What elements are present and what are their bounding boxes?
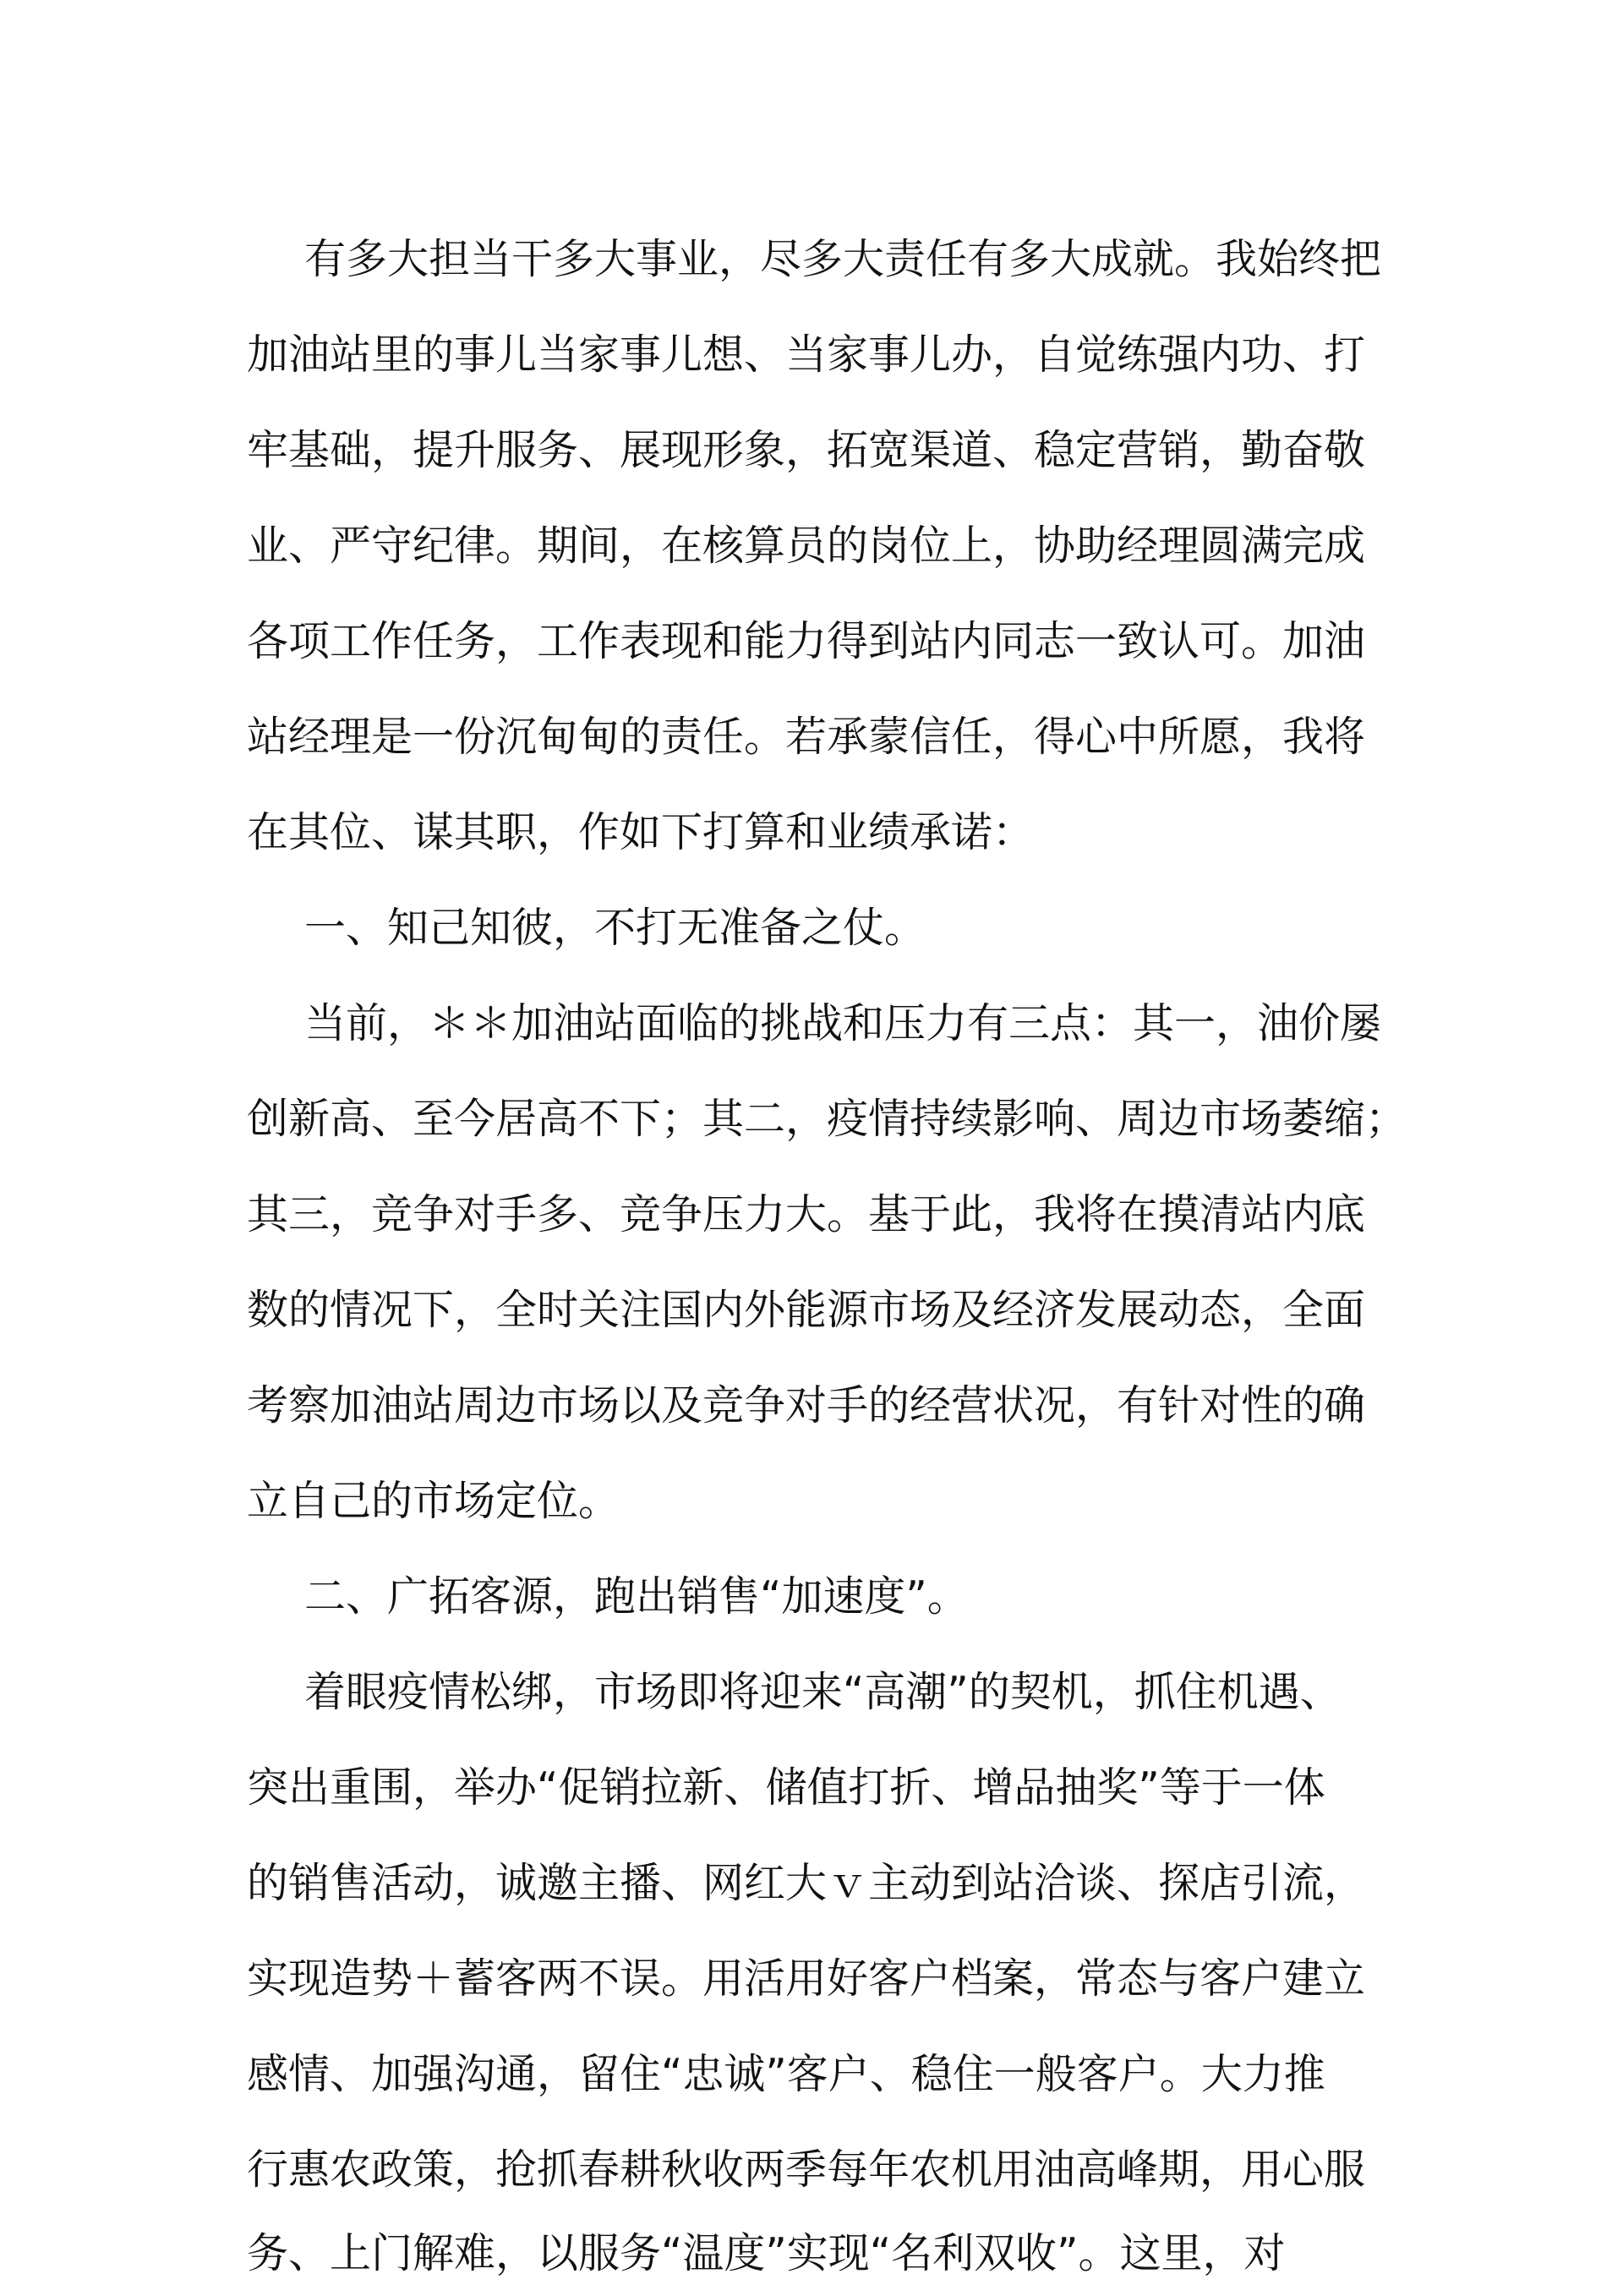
text-line: 加油站里的事儿当家事儿想、当家事儿办，自觉练强内功、打: [247, 331, 1366, 379]
text-line: 立自己的市场定位。: [247, 1477, 620, 1525]
text-line: 在其位、谋其职，作如下打算和业绩承诺：: [247, 808, 1035, 856]
text-line: 实现造势＋蓄客两不误。用活用好客户档案，常态与客户建立: [247, 1954, 1366, 2003]
text-line: 站经理是一份沉甸甸的责任。若承蒙信任，得心中所愿，我将: [247, 713, 1366, 761]
text-line: 各项工作任务，工作表现和能力得到站内同志一致认可。加油: [247, 617, 1366, 665]
section-heading: 二、广拓客源，跑出销售“加速度”。: [304, 1572, 969, 1621]
text-line: 牢基础，提升服务、展现形象，拓宽渠道、稳定营销，勤奋敬: [247, 426, 1366, 474]
section-heading: 一、知己知彼，不打无准备之仗。: [304, 904, 926, 952]
text-line: 感情、加强沟通，留住“忠诚”客户、稳住一般客户。大力推: [247, 2050, 1325, 2098]
text-line: 着眼疫情松绑，市场即将迎来“高潮”的契机，抓住机遇、: [304, 1668, 1342, 1716]
text-line: 其三，竞争对手多、竞争压力大。基于此，我将在摸清站内底: [247, 1190, 1366, 1238]
text-line: 数的情况下，全时关注国内外能源市场及经济发展动态，全面: [247, 1286, 1366, 1334]
text-line: 考察加油站周边市场以及竞争对手的经营状况，有针对性的确: [247, 1381, 1366, 1430]
text-line: 的销售活动，诚邀主播、网红大ｖ主动到站洽谈、探店引流，: [247, 1859, 1366, 1907]
text-line: 创新高、至今居高不下；其二，疫情持续影响、周边市场萎缩；: [247, 1095, 1407, 1143]
text-line: 业、严守纪律。期间，在核算员的岗位上，协助经理圆满完成: [247, 522, 1366, 570]
text-line: 行惠农政策，抢抓春耕秋收两季每年农机用油高峰期，用心服: [247, 2146, 1366, 2194]
text-line: 有多大担当干多大事业，尽多大责任有多大成就。我始终把: [304, 235, 1382, 283]
text-line: 当前，＊＊加油站面临的挑战和压力有三点：其一，油价屡: [304, 999, 1382, 1047]
text-line: 突出重围，举办“促销拉新、储值打折、增品抽奖”等于一体: [247, 1763, 1325, 1812]
text-line: 务、上门解难，以服务“温度”实现“名利双收”。这里，对: [247, 2229, 1286, 2277]
